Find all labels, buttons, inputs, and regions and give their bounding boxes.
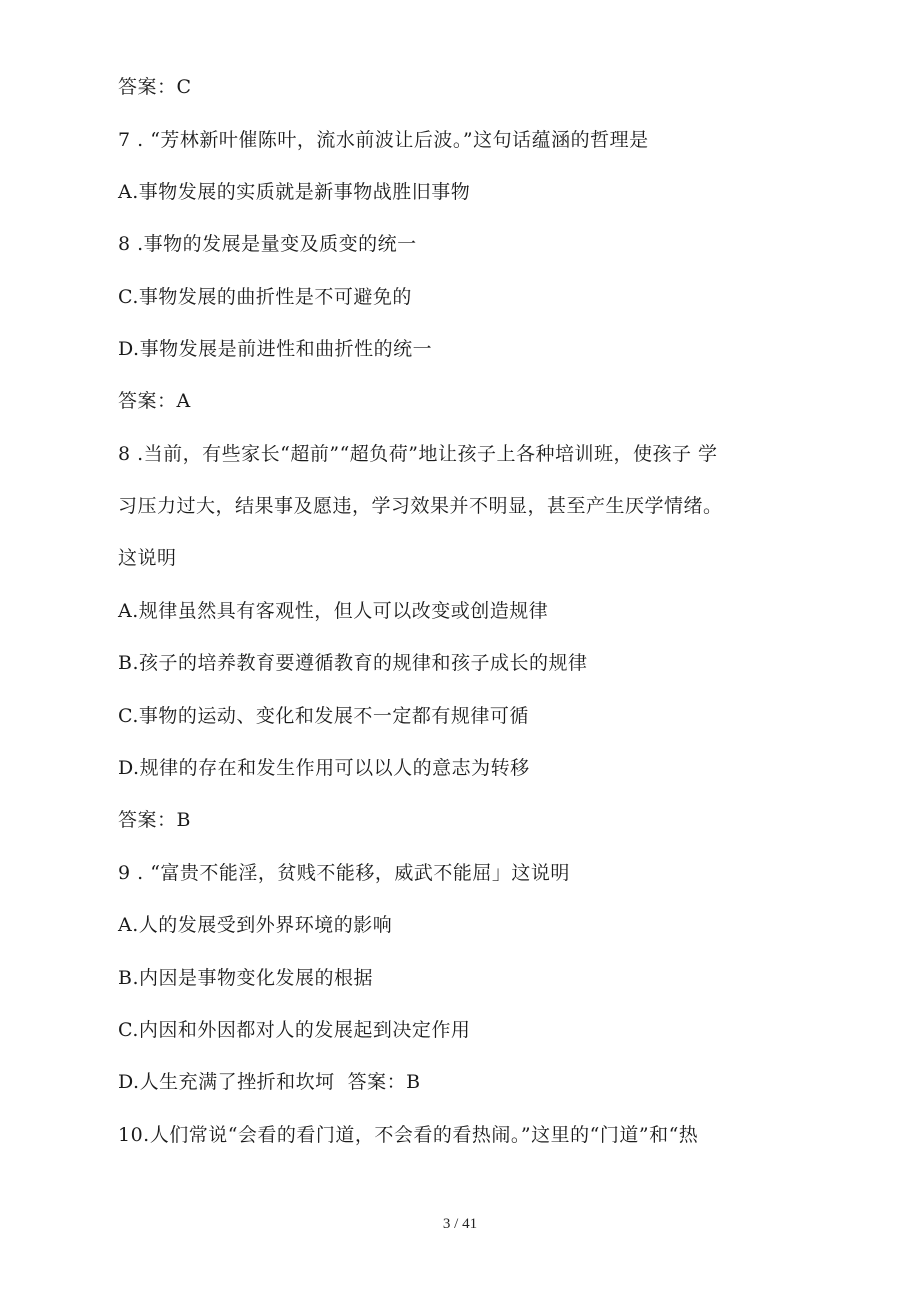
option-d-q8: D.规律的存在和发生作用可以以人的意志为转移 <box>118 757 530 779</box>
option-a-q8: A.规律虽然具有客观性，但人可以改变或创造规律 <box>118 600 549 622</box>
option-d-q9-with-answer: D.人生充满了挫折和坎坷 答案：B <box>118 1071 421 1093</box>
question-9-text: 9 . “富贵不能淫，贫贱不能移，威武不能屈」这说明 <box>118 862 570 884</box>
question-7-text: 7 . “芳林新叶催陈叶，流水前波让后波。”这句话蕴涵的哲理是 <box>118 129 649 151</box>
answer-line-q6: 答案：C <box>118 76 192 98</box>
option-a-q7: A.事物发展的实质就是新事物战胜旧事物 <box>118 181 471 203</box>
question-8-text-line2: 习压力过大，结果事及愿违，学习效果并不明显，甚至产生厌学情绪。 <box>118 495 723 517</box>
question-8-text-line1: 8 .当前，有些家长“超前”“超负荷”地让孩子上各种培训班，使孩子 学 <box>118 443 718 465</box>
answer-line-q8: 答案：B <box>118 809 191 831</box>
option-a-q9: A.人的发展受到外界环境的影响 <box>118 914 393 936</box>
option-d-q7: D.事物发展是前进性和曲折性的统一 <box>118 338 433 360</box>
page-number: 3 / 41 <box>442 1216 478 1232</box>
option-c-q7: C.事物发展的曲折性是不可避免的 <box>118 286 412 308</box>
answer-line-q7: 答案：A <box>118 390 191 412</box>
question-10-text: 10.人们常说“会看的看门道，不会看的看热闹。”这里的“门道”和“热 <box>118 1124 699 1146</box>
option-c-q8: C.事物的运动、变化和发展不一定都有规律可循 <box>118 705 529 727</box>
option-b-q8: B.孩子的培养教育要遵循教育的规律和孩子成长的规律 <box>118 652 588 674</box>
option-b-q7: 8 .事物的发展是量变及质变的统一 <box>118 233 417 255</box>
question-8-text-line3: 这说明 <box>118 547 177 569</box>
option-b-q9: B.内因是事物变化发展的根据 <box>118 967 374 989</box>
option-c-q9: C.内因和外因都对人的发展起到决定作用 <box>118 1019 471 1041</box>
